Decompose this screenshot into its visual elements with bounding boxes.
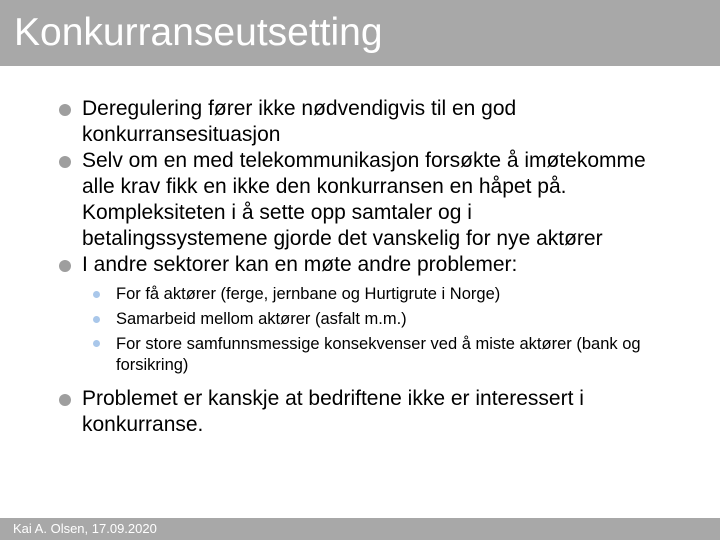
bullet-dot-icon (59, 394, 71, 406)
bullet-item (0, 96, 662, 148)
sub-bullet-text: For store samfunnsmessige konsekvenser ved å miste aktører (bank og forsikring) (116, 335, 641, 374)
bullet-dot-icon (59, 104, 71, 116)
bullet-item (0, 386, 662, 438)
sub-bullet-list (82, 282, 662, 376)
slide-content (0, 96, 720, 438)
sub-bullet-item (116, 332, 686, 376)
bullet-text: Selv om en med telekommunikasjon forsøkte å imøtekomme alle krav fikk en ikke den konkurransen en håpet på. Kompleksiteten i å sette opp samtaler og i betalingssystemene gjorde det vanskelig for nye aktører (82, 149, 646, 250)
bullet-dot-icon (59, 156, 71, 168)
bullet-text: Problemet er kanskje at bedriftene ikke er interessert i konkurranse. (82, 387, 584, 436)
sub-bullet-dot-icon (93, 340, 100, 347)
sub-bullet-dot-icon (93, 316, 100, 323)
sub-bullet-text: For få aktører (ferge, jernbane og Hurtigrute i Norge) (116, 285, 501, 303)
bullet-list (0, 96, 720, 438)
title-bar (0, 0, 720, 66)
sub-bullet-item (116, 307, 686, 332)
bullet-item (0, 148, 662, 252)
slide-title: Konkurranseutsetting (14, 11, 383, 54)
footer-bar (0, 518, 720, 540)
sub-bullet-item (116, 282, 686, 307)
bullet-text: I andre sektorer kan en møte andre problemer: (82, 253, 518, 276)
bullet-item (0, 252, 662, 376)
sub-bullet-dot-icon (93, 291, 100, 298)
bullet-dot-icon (59, 260, 71, 272)
sub-bullet-text: Samarbeid mellom aktører (asfalt m.m.) (116, 310, 407, 328)
bullet-text: Deregulering fører ikke nødvendigvis til en god konkurransesituasjon (82, 97, 517, 146)
footer-text: Kai A. Olsen, 17.09.2020 (13, 521, 157, 536)
